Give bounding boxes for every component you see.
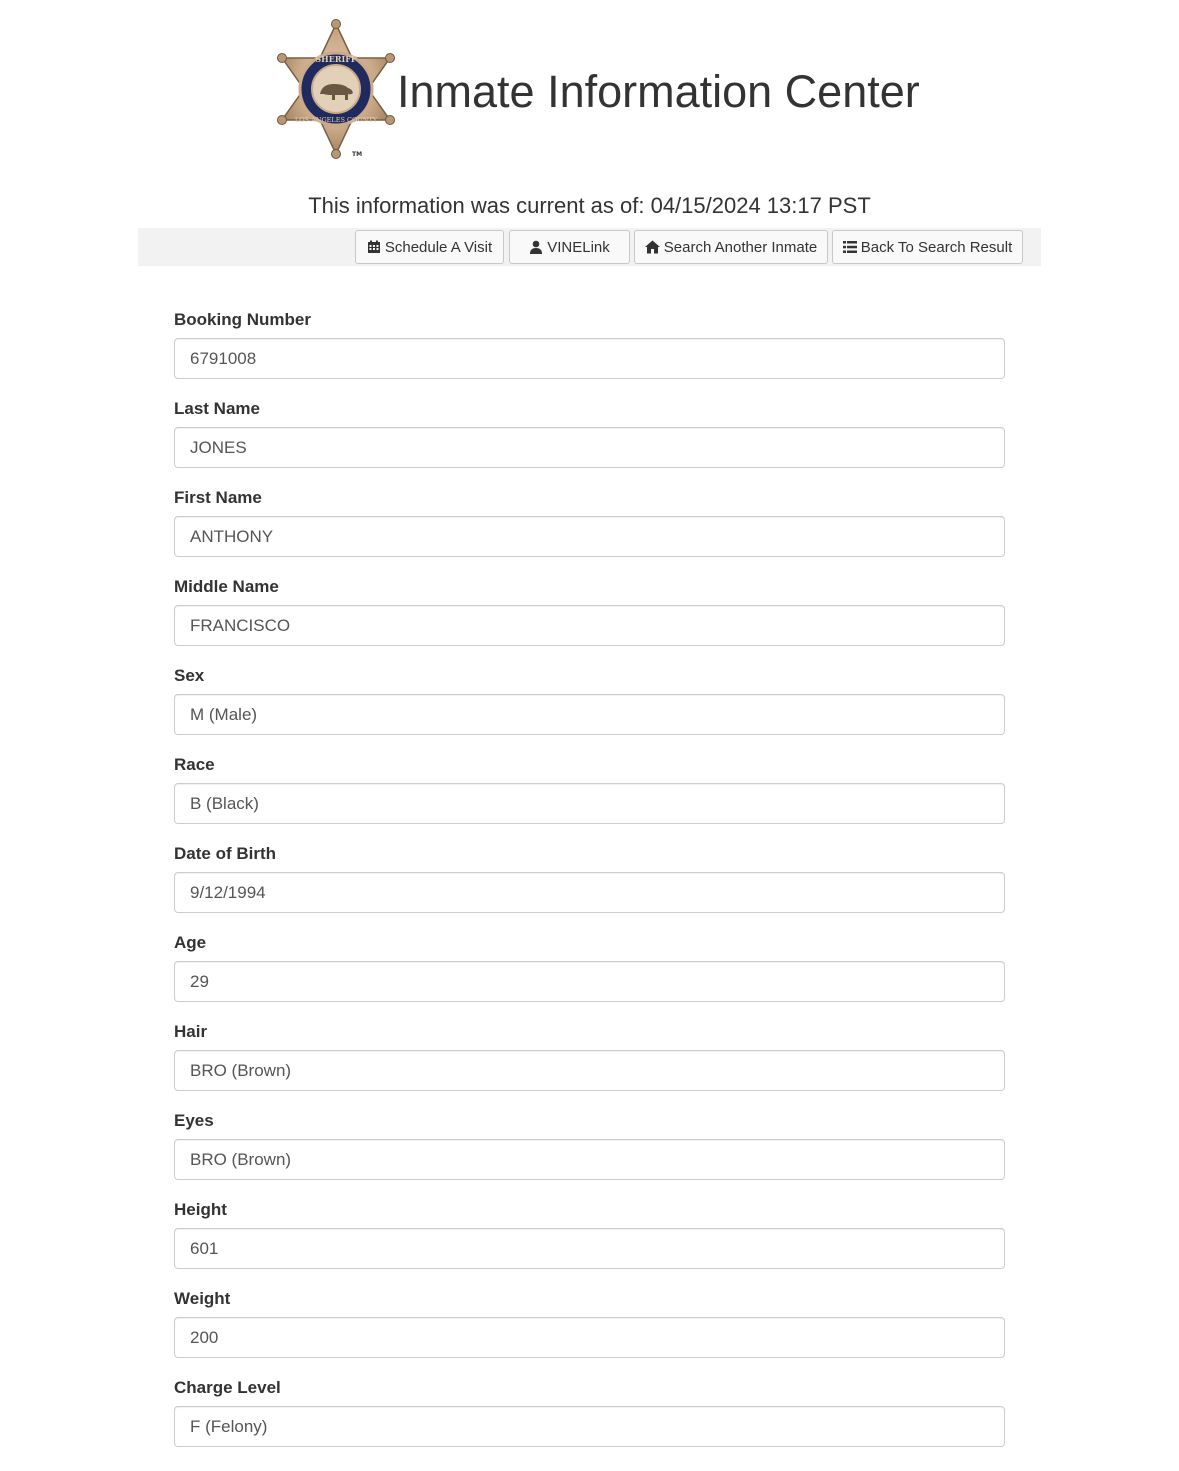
race-field <box>174 752 1005 841</box>
sex-label: Sex <box>174 666 205 685</box>
last-name-input[interactable] <box>174 427 1005 468</box>
booking-number-label: Booking Number <box>174 310 311 329</box>
height-label: Height <box>174 1200 227 1219</box>
date-of-birth-label: Date of Birth <box>174 844 276 863</box>
height-input[interactable] <box>174 1228 1005 1269</box>
vinelink-label: VINELink <box>547 238 610 256</box>
badge-top-text: SHERIFF <box>315 54 357 64</box>
sheriff-star-badge-icon <box>272 18 400 160</box>
age-field <box>174 930 1005 1019</box>
back-to-search-result-label: Back To Search Result <box>860 238 1013 256</box>
race-input[interactable] <box>174 783 1005 824</box>
booking-number-field <box>174 307 1005 396</box>
race-label: Race <box>174 755 215 774</box>
middle-name-field <box>174 574 1005 663</box>
date-of-birth-field <box>174 841 1005 930</box>
home-icon <box>645 240 660 254</box>
first-name-label: First Name <box>174 488 262 507</box>
sex-input[interactable] <box>174 694 1005 735</box>
middle-name-label: Middle Name <box>174 577 279 596</box>
user-icon <box>529 240 543 254</box>
hair-input[interactable] <box>174 1050 1005 1091</box>
charge-level-label: Charge Level <box>174 1378 281 1397</box>
badge-tm-text: TM <box>352 151 363 158</box>
charge-level-input[interactable] <box>174 1406 1005 1447</box>
inmate-details-form <box>174 307 1005 1464</box>
middle-name-input[interactable] <box>174 605 1005 646</box>
calendar-icon <box>367 240 381 254</box>
badge-ring-text: LOS ANGELES COUNTY <box>294 116 378 124</box>
schedule-visit-button[interactable] <box>355 230 504 264</box>
search-another-inmate-button[interactable] <box>634 230 828 264</box>
eyes-input[interactable] <box>174 1139 1005 1180</box>
age-input[interactable] <box>174 961 1005 1002</box>
eyes-field <box>174 1108 1005 1197</box>
hair-field <box>174 1019 1005 1108</box>
last-name-label: Last Name <box>174 399 260 418</box>
hair-label: Hair <box>174 1022 208 1041</box>
list-icon <box>843 240 857 254</box>
schedule-visit-label: Schedule A Visit <box>384 238 493 256</box>
sex-field <box>174 663 1005 752</box>
weight-label: Weight <box>174 1289 231 1308</box>
age-label: Age <box>174 933 207 952</box>
height-field <box>174 1197 1005 1286</box>
weight-field <box>174 1286 1005 1375</box>
vinelink-button[interactable] <box>509 230 630 264</box>
back-to-search-result-button[interactable] <box>832 230 1023 264</box>
current-as-of-text: This information was current as of: 04/15/2024 13:17 PST <box>308 193 871 218</box>
last-name-field <box>174 396 1005 485</box>
page-title: Inmate Information Center <box>397 66 920 117</box>
eyes-label: Eyes <box>174 1111 214 1130</box>
search-another-inmate-label: Search Another Inmate <box>663 238 818 256</box>
page-header <box>0 0 1179 170</box>
booking-number-input[interactable] <box>174 338 1005 379</box>
charge-level-field <box>174 1375 1005 1464</box>
action-toolbar <box>138 228 1041 266</box>
date-of-birth-input[interactable] <box>174 872 1005 913</box>
first-name-field <box>174 485 1005 574</box>
weight-input[interactable] <box>174 1317 1005 1358</box>
first-name-input[interactable] <box>174 516 1005 557</box>
